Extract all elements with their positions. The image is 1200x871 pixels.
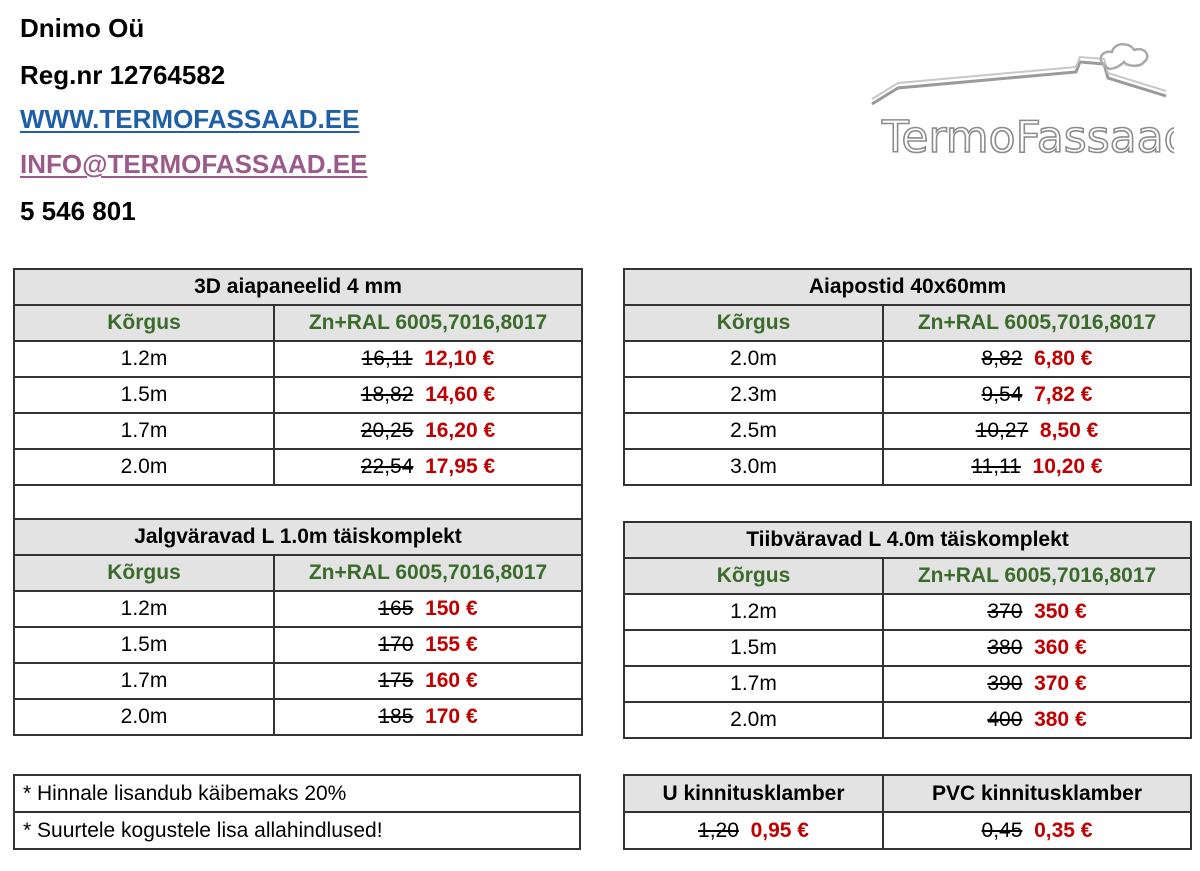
height-cell: 2.0m <box>14 449 274 485</box>
old-price: 165 <box>378 597 414 620</box>
new-price: 155 € <box>425 633 478 656</box>
old-price: 18,82 <box>360 383 414 406</box>
coating-header: Zn+RAL 6005,7016,8017 <box>274 555 582 591</box>
new-price: 160 € <box>425 669 478 692</box>
notes-table <box>13 774 581 850</box>
new-price: 360 € <box>1034 636 1087 659</box>
coating-header: Zn+RAL 6005,7016,8017 <box>274 305 582 341</box>
registration-number: Reg.nr 12764582 <box>20 60 226 90</box>
height-header: Kõrgus <box>14 305 274 341</box>
height-cell: 1.5m <box>624 630 883 666</box>
panels-title: 3D aiapaneelid 4 mm <box>14 269 582 305</box>
price-cell <box>274 627 582 663</box>
price-cell <box>883 449 1191 485</box>
wing-gates-table <box>623 521 1192 739</box>
termofassaad-logo <box>868 38 1174 168</box>
price-cell <box>274 663 582 699</box>
price-cell <box>883 377 1191 413</box>
pvc-clamp-title: PVC kinnitusklamber <box>883 775 1191 812</box>
discount-note: * Suurtele kogustele lisa allahindlused! <box>14 812 580 849</box>
table-row <box>14 699 582 735</box>
price-cell <box>274 341 582 377</box>
table-row <box>624 594 1191 630</box>
price-cell <box>883 594 1191 630</box>
old-price: 400 <box>987 708 1023 731</box>
height-cell: 1.7m <box>14 413 274 449</box>
old-price: 10,27 <box>975 419 1029 442</box>
new-price: 380 € <box>1034 708 1087 731</box>
height-cell: 1.5m <box>14 377 274 413</box>
table-row <box>624 413 1191 449</box>
height-header: Kõrgus <box>624 558 883 594</box>
u-clamp-price <box>624 812 883 849</box>
table-row <box>14 663 582 699</box>
new-price: 10,20 € <box>1032 455 1103 478</box>
old-price: 9,54 <box>981 383 1023 406</box>
panels-and-gates-table <box>13 268 583 736</box>
gates-title: Jalgväravad L 1.0m täiskomplekt <box>14 519 582 555</box>
new-price: 0,35 € <box>1034 818 1093 842</box>
table-row <box>14 413 582 449</box>
height-header: Kõrgus <box>624 305 883 341</box>
old-price: 16,11 <box>361 347 413 370</box>
height-cell: 1.2m <box>14 341 274 377</box>
table-row <box>624 630 1191 666</box>
table-row <box>624 666 1191 702</box>
table-row <box>14 591 582 627</box>
height-cell: 2.3m <box>624 377 883 413</box>
old-price: 185 <box>378 705 414 728</box>
spacer-row <box>14 485 582 519</box>
old-price: 370 <box>987 600 1023 623</box>
website-link[interactable]: WWW.TERMOFASSAAD.EE <box>20 104 360 134</box>
table-row <box>624 449 1191 485</box>
coating-header: Zn+RAL 6005,7016,8017 <box>883 558 1191 594</box>
old-price: 390 <box>987 672 1023 695</box>
height-cell: 2.0m <box>624 341 883 377</box>
height-cell: 2.0m <box>14 699 274 735</box>
height-cell: 1.7m <box>14 663 274 699</box>
price-cell <box>883 341 1191 377</box>
height-cell: 1.2m <box>14 591 274 627</box>
price-cell <box>274 699 582 735</box>
table-row <box>624 377 1191 413</box>
height-cell: 1.7m <box>624 666 883 702</box>
height-cell: 2.5m <box>624 413 883 449</box>
price-cell <box>274 413 582 449</box>
table-row <box>14 377 582 413</box>
height-cell: 3.0m <box>624 449 883 485</box>
new-price: 6,80 € <box>1034 347 1093 370</box>
company-name: Dnimo Oü <box>20 13 145 43</box>
new-price: 0,95 € <box>750 818 809 842</box>
new-price: 170 € <box>425 705 478 728</box>
table-row <box>14 449 582 485</box>
old-price: 11,11 <box>971 455 1021 478</box>
new-price: 8,50 € <box>1039 419 1099 442</box>
table-row <box>624 702 1191 738</box>
clamps-table <box>623 774 1192 850</box>
vat-note: * Hinnale lisandub käibemaks 20% <box>14 775 580 812</box>
posts-table <box>623 268 1192 486</box>
table-row <box>624 341 1191 377</box>
price-cell <box>274 449 582 485</box>
new-price: 7,82 € <box>1034 383 1093 406</box>
price-cell <box>883 666 1191 702</box>
new-price: 14,60 € <box>425 383 496 406</box>
u-clamp-title: U kinnitusklamber <box>624 775 883 812</box>
price-cell <box>274 377 582 413</box>
posts-title: Aiapostid 40x60mm <box>624 269 1191 305</box>
old-price: 8,82 <box>981 347 1023 370</box>
old-price: 170 <box>378 633 414 656</box>
wing-gates-title: Tiibväravad L 4.0m täiskomplekt <box>624 522 1191 558</box>
price-cell <box>883 413 1191 449</box>
new-price: 350 € <box>1034 600 1087 623</box>
table-row <box>14 627 582 663</box>
height-header: Kõrgus <box>14 555 274 591</box>
new-price: 17,95 € <box>425 455 496 478</box>
price-cell <box>883 630 1191 666</box>
pvc-clamp-price <box>883 812 1191 849</box>
old-price: 0,45 <box>981 818 1023 842</box>
new-price: 370 € <box>1034 672 1087 695</box>
old-price: 22,54 <box>360 455 414 478</box>
old-price: 175 <box>378 669 414 692</box>
email-link[interactable]: INFO@TERMOFASSAAD.EE <box>20 149 368 179</box>
old-price: 20,25 <box>360 419 414 442</box>
old-price: 1,20 <box>698 818 739 842</box>
height-cell: 2.0m <box>624 702 883 738</box>
coating-header: Zn+RAL 6005,7016,8017 <box>883 305 1191 341</box>
price-cell <box>883 702 1191 738</box>
old-price: 380 <box>987 636 1023 659</box>
new-price: 16,20 € <box>425 419 496 442</box>
logo-text: TermoFassaad <box>882 112 1174 163</box>
new-price: 12,10 € <box>424 347 495 370</box>
height-cell: 1.2m <box>624 594 883 630</box>
roof-chimney-smoke-logo <box>868 38 1174 168</box>
height-cell: 1.5m <box>14 627 274 663</box>
new-price: 150 € <box>425 597 478 620</box>
table-row <box>14 341 582 377</box>
price-cell <box>274 591 582 627</box>
phone-number: 5 546 801 <box>20 196 136 226</box>
